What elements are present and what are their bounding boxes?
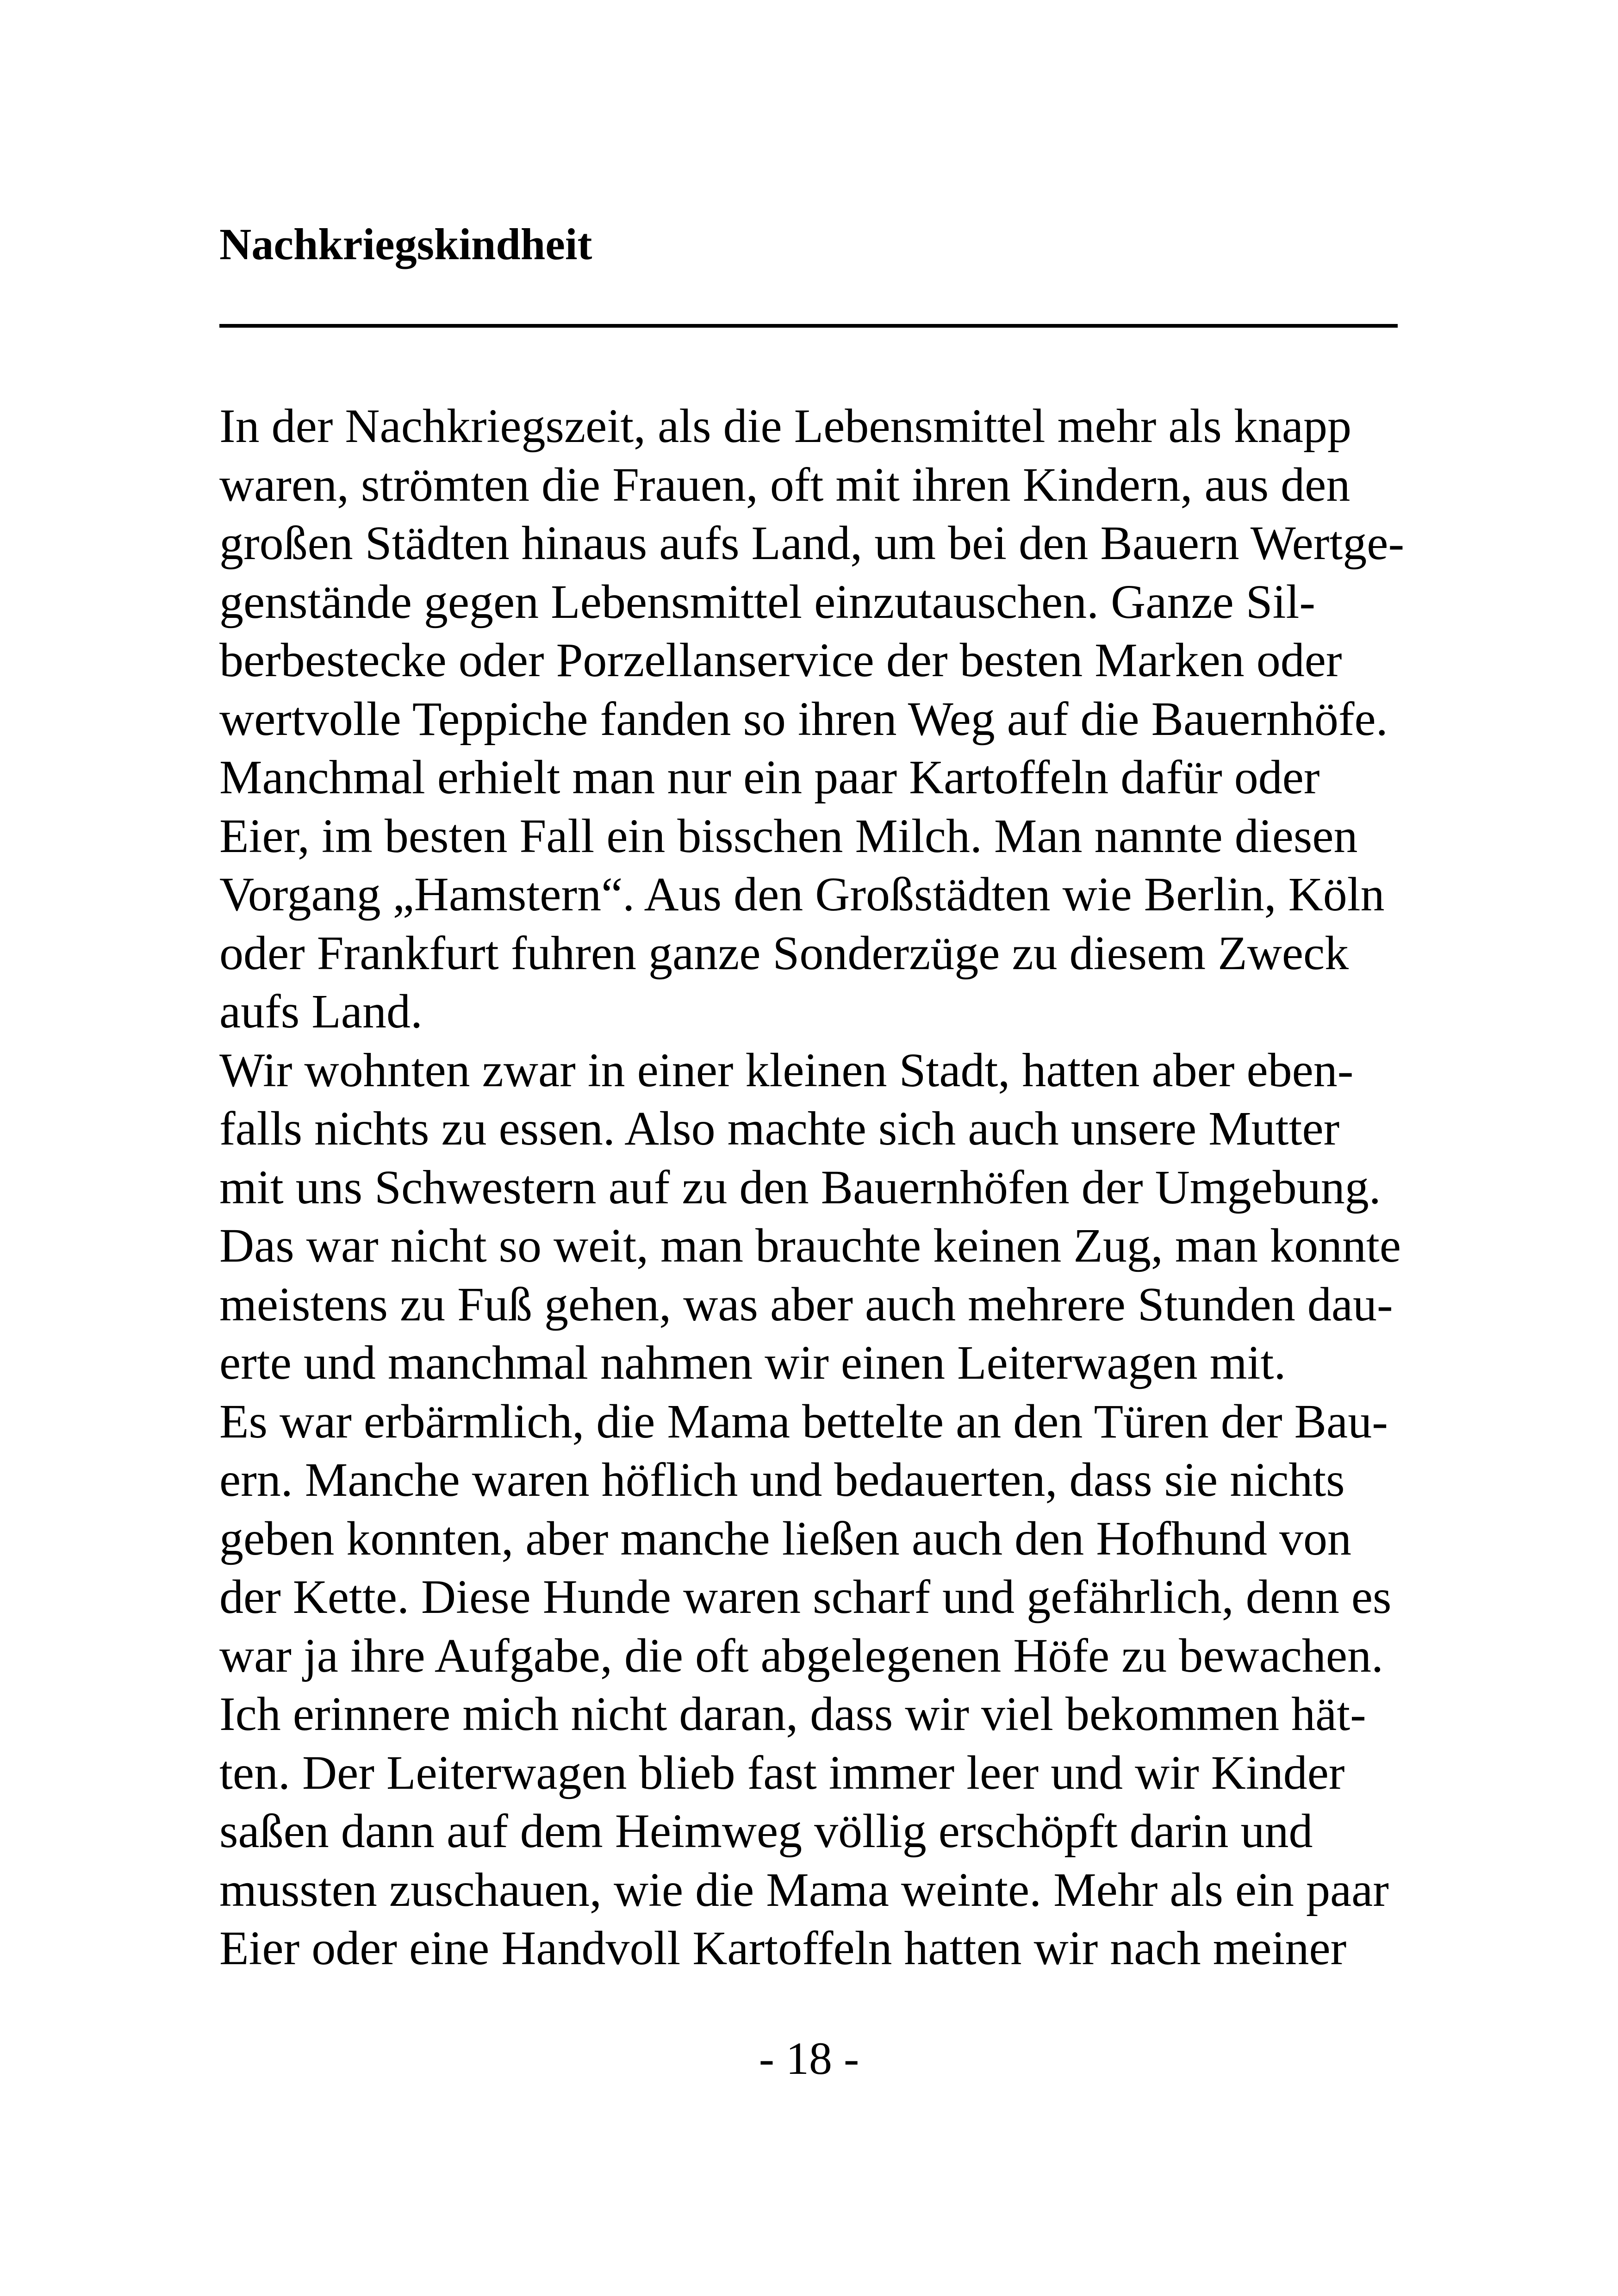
text-line: erte und manchmal nahmen wir einen Leiterwagen mit.	[219, 1336, 1286, 1389]
text-line: Manchmal erhielt man nur ein paar Kartoffeln dafür oder	[219, 751, 1320, 804]
text-line: Es war erbärmlich, die Mama bettelte an den Türen der Bau-	[219, 1394, 1388, 1448]
text-line: genstände gegen Lebensmittel einzutauschen. Ganze Sil-	[219, 575, 1316, 628]
text-line: ten. Der Leiterwagen blieb fast immer leer und wir Kinder	[219, 1746, 1345, 1799]
text-line: In der Nachkriegszeit, als die Lebensmittel mehr als knapp	[219, 399, 1352, 453]
text-line: Ich erinnere mich nicht daran, dass wir viel bekommen hät-	[219, 1687, 1366, 1741]
text-line: Wir wohnten zwar in einer kleinen Stadt, hatten aber eben-	[219, 1043, 1354, 1097]
text-line: geben konnten, aber manche ließen auch den Hofhund von	[219, 1512, 1352, 1565]
text-line: wertvolle Teppiche fanden so ihren Weg auf die Bauernhöfe.	[219, 692, 1388, 746]
text-line: ern. Manche waren höflich und bedauerten, dass sie nichts	[219, 1453, 1345, 1506]
text-line: Das war nicht so weit, man brauchte keinen Zug, man konnte	[219, 1219, 1401, 1272]
text-line: waren, strömten die Frauen, oft mit ihren Kindern, aus den	[219, 458, 1350, 511]
page-number: - 18 -	[759, 2033, 859, 2084]
text-line: mussten zuschauen, wie die Mama weinte. Mehr als ein paar	[219, 1863, 1389, 1916]
text-line: meistens zu Fuß gehen, was aber auch mehrere Stunden dau-	[219, 1277, 1393, 1331]
text-line: saßen dann auf dem Heimweg völlig erschöpft darin und	[219, 1804, 1313, 1858]
text-line: aufs Land.	[219, 985, 423, 1038]
text-line: mit uns Schwestern auf zu den Bauernhöfen der Umgebung.	[219, 1160, 1381, 1214]
chapter-heading: Nachkriegskindheit	[219, 219, 592, 269]
text-line: war ja ihre Aufgabe, die oft abgelegenen Höfe zu bewachen.	[219, 1629, 1384, 1682]
text-line: falls nichts zu essen. Also machte sich auch unsere Mutter	[219, 1102, 1340, 1155]
text-line: Eier oder eine Handvoll Kartoffeln hatten wir nach meiner	[219, 1922, 1347, 1975]
text-line: Eier, im besten Fall ein bisschen Milch. Man nannte diesen	[219, 809, 1358, 863]
text-line: oder Frankfurt fuhren ganze Sonderzüge zu diesem Zweck	[219, 926, 1349, 980]
text-line: Vorgang „Hamstern“. Aus den Großstädten wie Berlin, Köln	[219, 868, 1385, 921]
body-text	[219, 397, 1404, 1978]
text-line: der Kette. Diese Hunde waren scharf und gefährlich, denn es	[219, 1570, 1392, 1624]
text-line: berbestecke oder Porzellanservice der besten Marken oder	[219, 634, 1342, 687]
text-line: großen Städten hinaus aufs Land, um bei den Bauern Wertge-	[219, 516, 1405, 570]
heading-rule	[219, 324, 1398, 328]
